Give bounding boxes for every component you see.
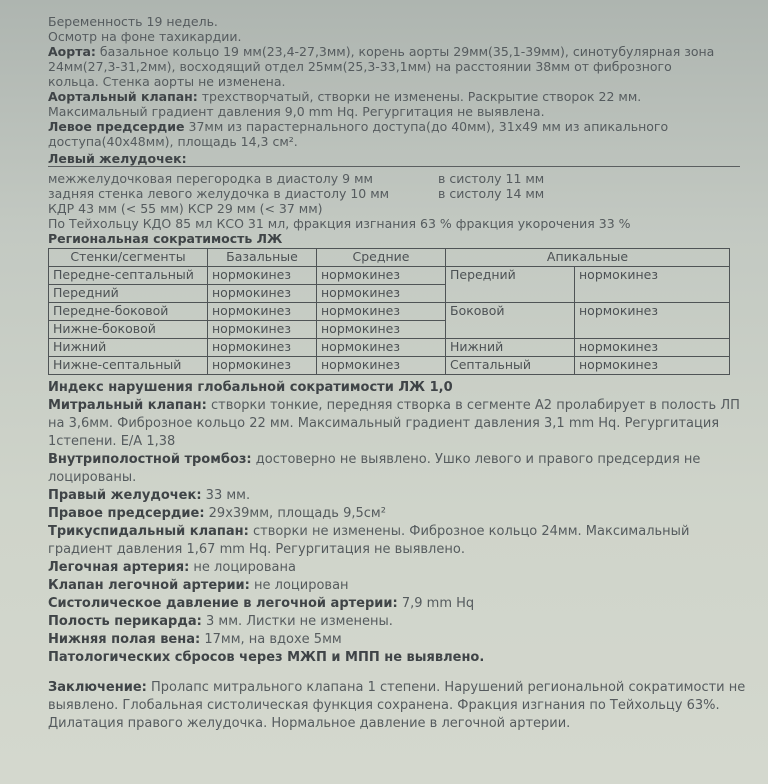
segment-cell: Нижний [49,339,208,357]
mid-cell: нормокинез [317,357,446,375]
table-row [49,267,730,285]
mitral-text-1: створки тонкие, передняя створка в сегменте А2 пролабирует в полость ЛП [210,398,740,413]
segment-cell: Нижне-боковой [49,321,208,339]
table-row [49,303,730,321]
mid-cell: нормокинез [317,303,446,321]
thrombus-label: Внутриполостной тромбоз: [48,452,252,467]
pericardium-line [48,613,740,631]
global-index: Индекс нарушения глобальной сократимости ЛЖ 1,0 [48,380,453,395]
basal-cell: нормокинез [208,357,317,375]
lv-row-2 [48,186,740,201]
col-header-basal: Базальные [208,249,317,267]
col-header-apical: Апикальные [446,249,730,267]
apical-value-cell: нормокинез [575,357,730,375]
apical-segment-cell: Передний [446,267,575,303]
apical-value-cell: нормокинез [575,339,730,357]
tricuspid-label: Трикуспидальный клапан: [48,524,249,539]
mitral-label: Митральный клапан: [48,398,207,413]
aortic-valve-label: Аортальный клапан: [48,89,198,104]
segment-cell: Передний [49,285,208,303]
mitral-line-1 [48,397,740,415]
pericardium-label: Полость перикарда: [48,614,202,629]
apical-segment-cell: Септальный [446,357,575,375]
ivc-line [48,631,740,649]
aortic-valve-line-1 [48,89,740,104]
aorta-text-3: кольца. Стенка аорты не изменена. [48,74,286,89]
exam-note: Осмотр на фоне тахикардии. [48,29,242,44]
lv-row-1 [48,171,740,186]
systolic-pressure-text: 7,9 mm Hq [401,596,475,611]
pulm-artery-label: Легочная артерия: [48,560,190,575]
pulm-valve-line [48,577,740,595]
tricuspid-text-1: створки не изменены. Фиброзное кольцо 24мм. Максимальный [252,524,690,539]
mitral-text-2: на 3,6мм. Фиброзное кольцо 22 мм. Максимальный градиент давления 3,1 mm Hq. Регургитация [48,416,720,431]
ivc-text: 17мм, на вдохе 5мм [204,632,342,647]
right-ventricle-text: 33 мм. [205,488,251,503]
left-atrium-line-1 [48,119,740,134]
mid-cell: нормокинез [317,285,446,303]
apical-value-cell: нормокинез [575,267,730,303]
pregnancy-line: Беременность 19 недель. [48,14,218,29]
table-header-row [49,249,730,267]
col-header-mid: Средние [317,249,446,267]
ivc-label: Нижняя полая вена: [48,632,201,647]
pulm-valve-text: не лоцирован [254,578,349,593]
basal-cell: нормокинез [208,267,317,285]
right-ventricle-label: Правый желудочек: [48,488,202,503]
mid-cell: нормокинез [317,339,446,357]
pulm-valve-label: Клапан легочной артерии: [48,578,250,593]
systolic-pressure-line [48,595,740,613]
table-row [49,339,730,357]
pulm-artery-line [48,559,740,577]
tricuspid-line-1 [48,523,740,541]
table-row [49,357,730,375]
aorta-line-1 [48,44,740,59]
left-atrium-label: Левое предсердие [48,119,185,134]
systolic-pressure-label: Систолическое давление в легочной артерии: [48,596,398,611]
pulm-artery-text: не лоцирована [193,560,296,575]
apical-value-cell: нормокинез [575,303,730,339]
mid-cell: нормокинез [317,267,446,285]
shunts-line: Патологических сбросов через МЖП и МПП не выявлено. [48,650,485,665]
lv-kdr-ksr: КДР 43 мм (< 55 мм) КСР 29 мм (< 37 мм) [48,201,323,216]
left-atrium-text-1: 37мм из парастернального доступа(до 40мм), 31х49 мм из апикального [188,119,669,134]
basal-cell: нормокинез [208,321,317,339]
left-ventricle-label: Левый желудочек: [48,151,740,167]
basal-cell: нормокинез [208,303,317,321]
aorta-text-2: 24мм(27,3-31,2мм), восходящий отдел 25мм(25,3-33,1мм) на расстоянии 38мм от фиброзного [48,59,672,74]
right-atrium-label: Правое предсердие: [48,506,205,521]
right-atrium-text: 29х39мм, площадь 9,5см² [208,506,386,521]
lv-septum-systole: в систолу 11 мм [438,171,545,186]
thrombus-text-1: достоверно не выявлено. Ушко левого и правого предсердия не [255,452,701,467]
regional-table [48,248,730,375]
col-header-segments: Стенки/сегменты [49,249,208,267]
aortic-valve-text-1: трехстворчатый, створки не изменены. Раскрытие створок 22 мм. [201,89,642,104]
mid-cell: нормокинез [317,321,446,339]
aorta-label: Аорта: [48,44,96,59]
basal-cell: нормокинез [208,285,317,303]
segment-cell: Передне-септальный [49,267,208,285]
conclusion-label: Заключение: [48,680,147,695]
mitral-text-3: 1степени. Е/А 1,38 [48,434,176,449]
lv-septum-diastole: межжелудочковая перегородка в диастолу 9 мм [48,171,373,186]
conclusion-text-3: Дилатация правого желудочка. Нормальное давление в легочной артерии. [48,716,571,731]
lv-posterior-systole: в систолу 14 мм [438,186,545,201]
apical-segment-cell: Нижний [446,339,575,357]
conclusion-text-1: Пролапс митрального клапана 1 степени. Нарушений региональной сократимости не [150,680,746,695]
pericardium-text: 3 мм. Листки не изменены. [205,614,393,629]
regional-title: Региональная сократимость ЛЖ [48,231,283,246]
conclusion-line-1 [48,679,746,697]
right-atrium-line [48,505,740,523]
thrombus-text-2: лоцированы. [48,470,137,485]
lv-teicholz: По Тейхольцу КДО 85 мл КСО 31 мл, фракция изгнания 63 % фракция укорочения 33 % [48,216,631,231]
apical-segment-cell: Боковой [446,303,575,339]
basal-cell: нормокинез [208,339,317,357]
segment-cell: Нижне-септальный [49,357,208,375]
lv-posterior-diastole: задняя стенка левого желудочка в диастолу 10 мм [48,186,390,201]
segment-cell: Передне-боковой [49,303,208,321]
left-atrium-text-2: доступа(40х48мм), площадь 14,3 см². [48,134,298,149]
aortic-valve-text-2: Максимальный градиент давления 9,0 mm Hq. Регургитация не выявлена. [48,104,545,119]
thrombus-line-1 [48,451,740,469]
aorta-text-1: базальное кольцо 19 мм(23,4-27,3мм), корень аорты 29мм(35,1-39мм), синотубулярная зона [99,44,715,59]
tricuspid-text-2: градиент давления 1,67 mm Hq. Регургитация не выявлено. [48,542,465,557]
conclusion-text-2: выявлено. Глобальная систолическая функция сохранена. Фракция изгнания по Тейхольцу 63%. [48,698,720,713]
right-ventricle-line [48,487,740,505]
